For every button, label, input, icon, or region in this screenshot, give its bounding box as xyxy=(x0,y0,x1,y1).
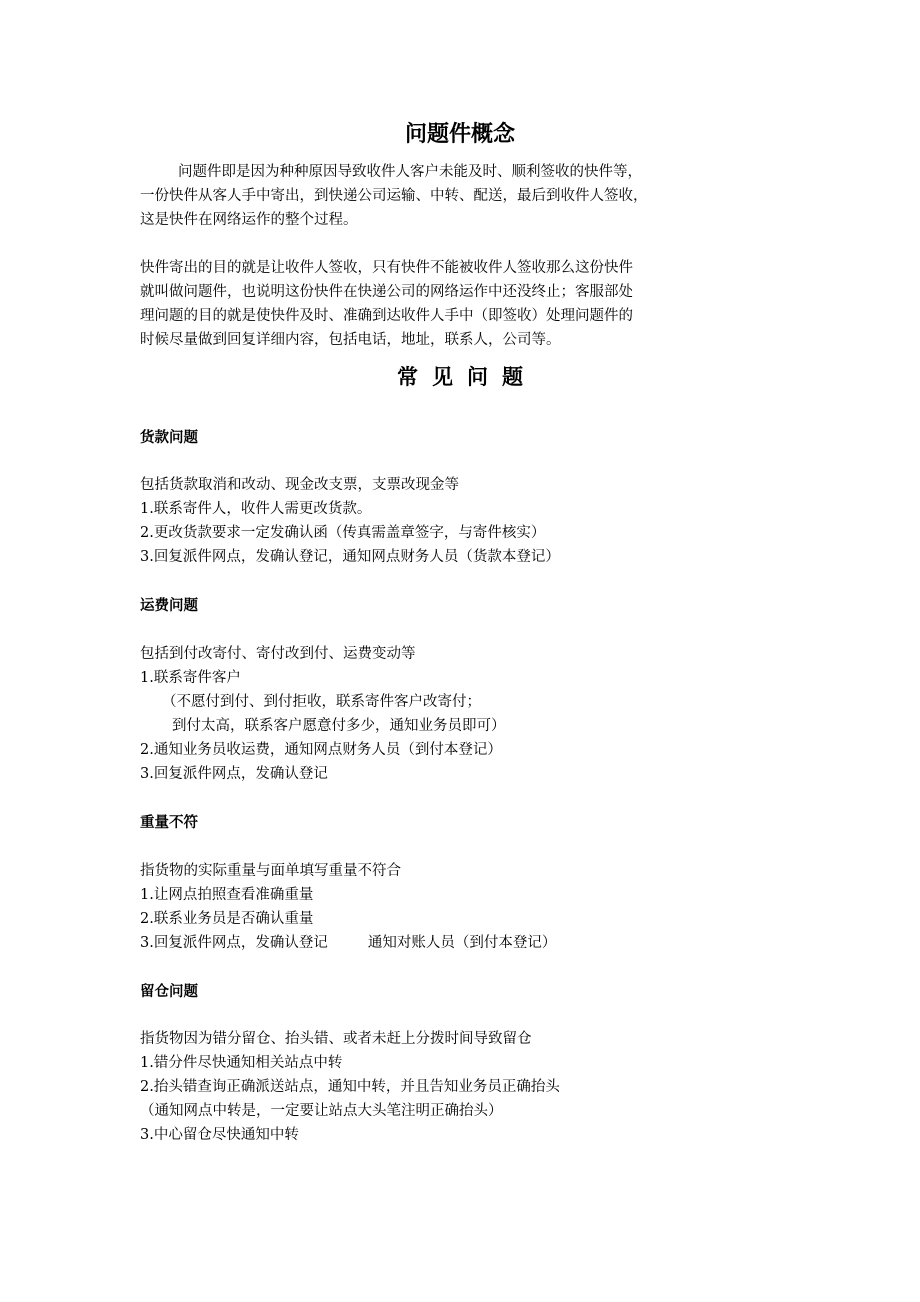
intro-paragraph-1 xyxy=(140,160,706,232)
text-line: 指货物的实际重量与面单填写重量不符合 xyxy=(140,863,401,879)
text-line: 1.错分件尽快通知相关站点中转 xyxy=(140,1055,343,1071)
text-line: 问题件即是因为种种原因导致收件人客户未能及时、顺利签收的快件等， xyxy=(178,164,642,180)
text-line: 1.联系寄件客户 xyxy=(140,670,241,686)
section-body-warehouse xyxy=(140,1027,780,1147)
text-line: 指货物因为错分留仓、抬头错、或者未赶上分拨时间导致留仓 xyxy=(140,1031,532,1047)
text-line: 一份快件从客人手中寄出，到快递公司运输、中转、配送，最后到收件人签收， xyxy=(140,188,648,204)
text-line: 到付太高，联系客户愿意付多少，通知业务员即可） xyxy=(172,718,506,734)
text-line: 1.让网点拍照查看准确重量 xyxy=(140,887,314,903)
text-line: 包括到付改寄付、寄付改到付、运费变动等 xyxy=(140,646,416,662)
text-line: 1.联系寄件人，收件人需更改货款。 xyxy=(140,501,372,517)
section-heading-warehouse: 留仓问题 xyxy=(140,984,198,1000)
page-title: 问题件概念 xyxy=(404,122,515,147)
text-line: （不愿付到付、到付拒收，联系寄件客户改寄付； xyxy=(162,694,481,710)
text-line: 2.通知业务员收运费，通知网点财务人员（到付本登记） xyxy=(140,742,502,758)
text-line: 这是快件在网络运作的整个过程。 xyxy=(140,212,358,228)
intro-paragraph-2 xyxy=(140,256,706,352)
section-body-freight xyxy=(140,642,780,786)
text-segment: 3.回复派件网点，发确认登记 xyxy=(140,935,328,951)
section-heading-payment: 货款问题 xyxy=(140,430,198,446)
text-line xyxy=(140,931,780,955)
section-heading-weight: 重量不符 xyxy=(140,815,198,831)
text-line: 3.回复派件网点，发确认登记 xyxy=(140,766,328,782)
text-line: 包括货款取消和改动、现金改支票，支票改现金等 xyxy=(140,477,459,493)
text-line: 2.抬头错查询正确派送站点，通知中转，并且告知业务员正确抬头 xyxy=(140,1079,560,1095)
text-line: 就叫做问题件，也说明这份快件在快递公司的网络运作中还没终止；客服部处 xyxy=(140,284,633,300)
text-line: 2.更改货款要求一定发确认函（传真需盖章签字，与寄件核实） xyxy=(140,525,546,541)
section-title-common-issues: 常见问题 xyxy=(397,365,537,389)
text-line: 3.中心留仓尽快通知中转 xyxy=(140,1127,299,1143)
text-line: 2.联系业务员是否确认重量 xyxy=(140,911,314,927)
text-line: 快件寄出的目的就是让收件人签收，只有快件不能被收件人签收那么这份快件 xyxy=(140,260,633,276)
section-body-payment xyxy=(140,473,780,569)
section-heading-freight: 运费问题 xyxy=(140,598,198,614)
text-line: 理问题的目的就是使快件及时、准确到达收件人手中（即签收）处理问题件的 xyxy=(140,308,633,324)
section-body-weight xyxy=(140,859,780,955)
text-line: （通知网点中转是，一定要让站点大头笔注明正确抬头） xyxy=(140,1103,503,1119)
text-line: 3.回复派件网点，发确认登记，通知网点财务人员（货款本登记） xyxy=(140,549,560,565)
text-line: 时候尽量做到回复详细内容，包括电话，地址，联系人，公司等。 xyxy=(140,332,561,348)
text-segment: 通知对账人员（到付本登记） xyxy=(367,935,557,951)
